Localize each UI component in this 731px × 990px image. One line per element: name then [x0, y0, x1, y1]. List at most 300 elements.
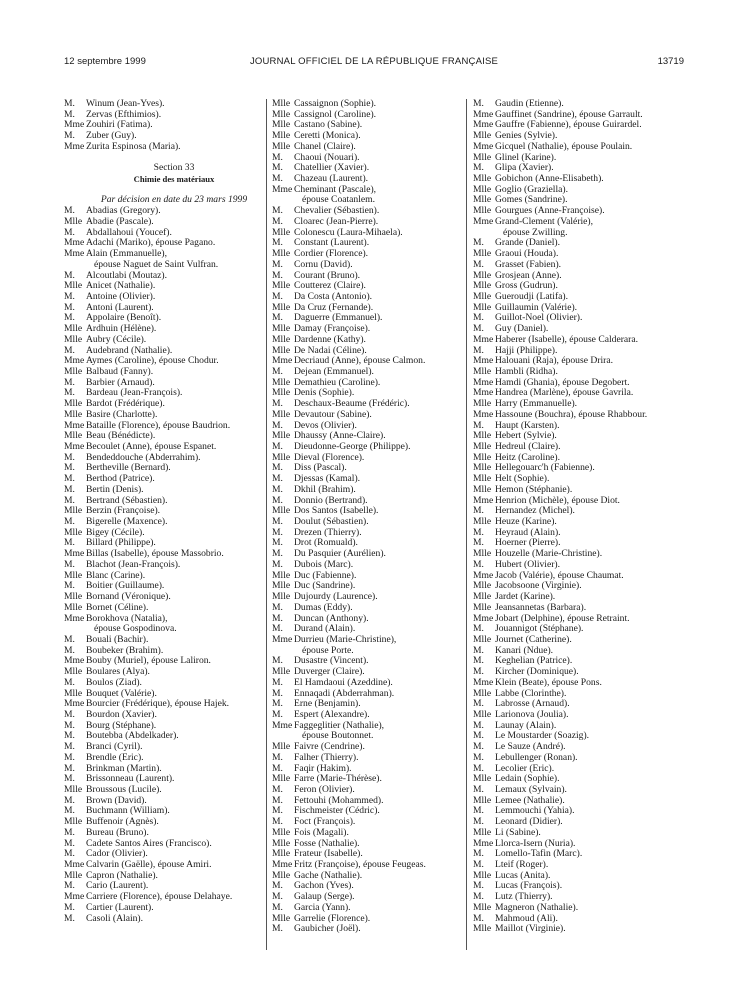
list-item	[64, 881, 264, 892]
person-name: Dos Santos (Isabelle).	[294, 506, 379, 517]
civility-title: M.	[64, 806, 75, 817]
person-name: Lecolier (Eric).	[495, 763, 555, 774]
person-name: Gueroudji (Latifa).	[495, 291, 568, 302]
person-name: Carriere (Florence), épouse Delahaye.	[86, 892, 233, 903]
civility-title: Mlle	[473, 463, 492, 474]
list-item	[473, 131, 688, 142]
list-item	[473, 560, 688, 571]
person-name: Abadie (Pascale).	[86, 216, 154, 227]
civility-title: Mme	[272, 860, 293, 871]
civility-title: M.	[272, 538, 283, 549]
civility-title: M.	[64, 731, 75, 742]
person-name: Hedreul (Claire).	[495, 442, 561, 452]
person-name: Abadias (Gregory).	[86, 206, 161, 217]
person-name: Duverger (Claire).	[294, 667, 365, 678]
civility-title: M.	[272, 216, 283, 227]
person-name: Gicquel (Nathalie), épouse Poulain.	[495, 141, 633, 152]
list-item	[272, 410, 462, 421]
list-item	[64, 624, 264, 635]
civility-title: M.	[473, 913, 484, 924]
civility-title: M.	[473, 324, 484, 335]
person-name: Bertrand (Sébastien).	[86, 495, 168, 506]
list-item	[272, 249, 462, 260]
civility-title: Mlle	[64, 785, 83, 795]
civility-title: Mlle	[272, 302, 291, 313]
decision-line: Par décision en date du 23 mars 1999	[100, 194, 248, 206]
civility-title: Mlle	[272, 249, 291, 260]
civility-title: Mlle	[473, 431, 492, 442]
person-name: Borokhova (Natalia),	[86, 613, 168, 624]
civility-title: Mlle	[473, 281, 492, 292]
person-name: Lebullenger (Ronan).	[495, 752, 578, 763]
list-item	[473, 367, 688, 378]
list-item	[272, 721, 462, 732]
person-name: Heyraud (Alain).	[495, 527, 561, 538]
list-item	[473, 806, 688, 817]
person-name: Chaoui (Nouari).	[294, 152, 360, 163]
civility-title: Mlle	[272, 334, 291, 345]
person-name: Leonard (Didier).	[495, 817, 563, 828]
person-name: Hemon (Stéphanie).	[495, 484, 573, 495]
person-name: Grande (Daniel).	[495, 238, 560, 249]
civility-title: M.	[473, 506, 484, 517]
civility-title: Mlle	[64, 399, 83, 410]
list-item	[473, 281, 688, 292]
list-item	[272, 635, 462, 646]
civility-title: Mme	[272, 356, 293, 367]
list-item	[64, 785, 264, 796]
list-item	[473, 185, 688, 196]
person-name: Du Pasquier (Aurélien).	[294, 549, 386, 560]
list-item	[272, 217, 462, 228]
person-name: Jobart (Delphine), épouse Retraint.	[495, 613, 630, 624]
list-item	[272, 924, 462, 935]
list-item	[64, 635, 264, 646]
civility-title: M.	[64, 720, 75, 731]
civility-title: Mlle	[272, 849, 291, 860]
list-item	[64, 592, 264, 603]
list-item	[473, 120, 688, 131]
civility-title: M.	[64, 827, 75, 838]
list-item	[473, 110, 688, 121]
person-name: Labrosse (Arnaud).	[495, 699, 570, 710]
list-item	[272, 592, 462, 603]
person-name: Dejean (Emmanuel).	[294, 366, 374, 377]
civility-title: M.	[272, 484, 283, 495]
person-name: Antoine (Olivier).	[86, 291, 156, 302]
list-item	[272, 796, 462, 807]
list-item	[64, 303, 264, 314]
civility-title: M.	[473, 742, 484, 753]
person-name: Grand-Clement (Valérie),	[495, 216, 594, 227]
person-name: Bornet (Céline).	[86, 602, 149, 613]
person-name: Haberer (Isabelle), épouse Calderara.	[495, 334, 639, 345]
list-item	[64, 796, 264, 807]
civility-title: Mlle	[473, 399, 492, 410]
list-item	[64, 678, 264, 689]
person-name: Barbier (Arnaud).	[86, 377, 155, 388]
person-name: Hoerner (Pierre).	[495, 538, 561, 549]
person-name: Bouquet (Valérie).	[86, 688, 157, 699]
person-name: Donnio (Bertrand).	[294, 495, 368, 506]
list-item	[64, 689, 264, 700]
list-item	[272, 806, 462, 817]
person-name: Bourg (Stéphane).	[86, 720, 157, 731]
person-name: Labbe (Clorinthe).	[495, 688, 567, 699]
person-name: Dusastre (Vincent).	[294, 656, 369, 667]
list-item	[64, 742, 264, 753]
list-item	[272, 506, 462, 517]
list-item	[473, 603, 688, 614]
civility-title: M.	[64, 634, 75, 645]
person-name: Abdallahoui (Youcef).	[86, 227, 172, 238]
list-item	[473, 871, 688, 882]
civility-title: Mlle	[473, 549, 492, 560]
list-item	[272, 496, 462, 507]
list-item	[64, 271, 264, 282]
civility-title: M.	[473, 559, 484, 570]
list-item	[473, 710, 688, 721]
civility-title: Mlle	[473, 131, 492, 142]
civility-title: Mme	[473, 388, 494, 399]
person-name: Faivre (Cendrine).	[294, 742, 365, 753]
person-name: Henrion (Michèle), épouse Diot.	[495, 495, 620, 506]
civility-title: Mme	[64, 699, 85, 710]
list-item	[64, 828, 264, 839]
list-item	[64, 313, 264, 324]
civility-title: Mme	[64, 141, 85, 152]
civility-title: Mme	[473, 356, 494, 367]
list-item	[473, 538, 688, 549]
person-name: Glinel (Karine).	[495, 152, 557, 163]
civility-title: M.	[64, 742, 75, 753]
person-name: Lucas (François).	[495, 881, 563, 892]
civility-title: M.	[473, 785, 484, 795]
list-item	[473, 656, 688, 667]
person-name: Maillot (Virginie).	[495, 924, 566, 935]
civility-title: M.	[272, 817, 283, 828]
person-name: Heuze (Karine).	[495, 517, 557, 528]
list-item	[473, 99, 688, 110]
civility-title: Mlle	[272, 742, 291, 753]
person-name: Klein (Beate), épouse Pons.	[495, 677, 602, 688]
civility-title: M.	[272, 881, 283, 892]
civility-title: M.	[473, 259, 484, 270]
list-item	[272, 463, 462, 474]
person-name: Cassignol (Caroline).	[294, 109, 377, 120]
list-item	[272, 474, 462, 485]
list-item	[473, 699, 688, 710]
person-name: Damay (Françoise).	[294, 324, 371, 335]
list-item	[272, 538, 462, 549]
person-name: Constant (Laurent).	[294, 238, 370, 249]
person-name: Grasset (Fabien).	[495, 259, 562, 270]
civility-title: Mme	[64, 238, 85, 249]
list-item	[272, 421, 462, 432]
list-item	[272, 517, 462, 528]
civility-title: M.	[64, 902, 75, 913]
civility-title: M.	[272, 399, 283, 410]
civility-title: M.	[64, 774, 75, 785]
list-item	[272, 614, 462, 625]
person-name: Llorca-Isern (Nuria).	[495, 838, 576, 849]
list-item	[272, 388, 462, 399]
list-item	[64, 710, 264, 721]
civility-title: M.	[64, 452, 75, 463]
list-item	[473, 335, 688, 346]
person-name: Billard (Philippe).	[86, 538, 156, 549]
list-item	[64, 699, 264, 710]
civility-title: Mlle	[473, 270, 492, 281]
person-name: Doulut (Sébastien).	[294, 517, 369, 528]
column-1-top-list	[64, 99, 264, 153]
person-name: Capron (Nathalie).	[86, 870, 158, 881]
person-name: Boulos (Ziad).	[86, 677, 142, 688]
list-item	[64, 721, 264, 732]
list-item	[272, 153, 462, 164]
person-name: Duncan (Anthony).	[294, 613, 369, 624]
person-name: Gomes (Sandrine).	[495, 195, 568, 206]
civility-title: Mlle	[272, 409, 291, 420]
civility-title: M.	[272, 752, 283, 763]
list-item	[272, 753, 462, 764]
person-name: Duc (Fabienne).	[294, 570, 357, 581]
person-name: Da Cruz (Fernande).	[294, 302, 374, 313]
person-name: Dujourdy (Laurence).	[294, 592, 378, 603]
person-name: Lemmouchi (Yahia).	[495, 806, 575, 817]
person-name: Hamdi (Ghania), épouse Degobert.	[495, 377, 630, 388]
list-item	[473, 431, 688, 442]
list-item	[473, 678, 688, 689]
list-item	[272, 549, 462, 560]
list-item	[64, 431, 264, 442]
list-item	[272, 185, 462, 196]
civility-title: Mme	[473, 495, 494, 506]
person-name: Ardhuin (Hélène).	[86, 324, 157, 335]
person-name: Durrieu (Marie-Christine),	[294, 634, 397, 645]
list-item	[473, 260, 688, 271]
civility-title: M.	[64, 709, 75, 720]
list-item	[272, 442, 462, 453]
civility-title: Mlle	[272, 281, 291, 292]
civility-title: Mlle	[272, 913, 291, 924]
civility-title: M.	[64, 517, 75, 528]
list-item	[64, 99, 264, 110]
civility-title: M.	[272, 709, 283, 720]
person-name: Coutterez (Claire).	[294, 281, 366, 292]
person-name: Bigerelle (Maxence).	[86, 517, 168, 528]
person-name: Hambli (Ridha).	[495, 366, 558, 377]
person-name: Mahmoud (Ali).	[495, 913, 558, 924]
column-rule-right	[466, 99, 467, 950]
civility-title: M.	[272, 527, 283, 538]
person-name: Bouby (Muriel), épouse Laliron.	[86, 656, 211, 667]
list-item	[473, 195, 688, 206]
person-name: Zuber (Guy).	[86, 131, 137, 142]
civility-title: M.	[64, 227, 75, 238]
list-item	[64, 238, 264, 249]
civility-title: M.	[473, 667, 484, 678]
civility-title: Mlle	[272, 667, 291, 678]
civility-title: Mme	[473, 120, 494, 131]
person-name: Jacob (Valérie), épouse Chaumat.	[495, 570, 624, 581]
person-name: Guillot-Noel (Olivier).	[495, 313, 583, 324]
person-name: Aubry (Cécile).	[86, 334, 147, 345]
civility-title: M.	[272, 420, 283, 431]
person-name: Lteif (Roger).	[495, 860, 549, 871]
civility-title: Mme	[64, 860, 85, 871]
list-item	[64, 571, 264, 582]
civility-title: Mme	[473, 677, 494, 688]
list-item	[64, 892, 264, 903]
list-item	[64, 260, 264, 271]
civility-title: Mlle	[473, 592, 492, 603]
person-name: Fischmeister (Cédric).	[294, 806, 380, 817]
person-name: Buchmann (William).	[86, 806, 170, 817]
civility-title: Mlle	[64, 570, 83, 581]
civility-title: Mlle	[272, 870, 291, 881]
civility-title: M.	[473, 238, 484, 249]
civility-title: M.	[272, 902, 283, 913]
person-name: Branci (Cyril).	[86, 742, 143, 753]
person-name: Bataille (Florence), épouse Baudrion.	[86, 420, 231, 431]
civility-title: M.	[64, 838, 75, 849]
civility-title: Mlle	[473, 152, 492, 163]
list-item	[473, 742, 688, 753]
person-name: Cloarec (Jean-Pierre).	[294, 216, 379, 227]
civility-title: M.	[473, 99, 484, 109]
list-item	[272, 689, 462, 700]
civility-title: Mlle	[473, 688, 492, 699]
person-name: Broussous (Lucile).	[86, 785, 162, 795]
list-item	[272, 453, 462, 464]
person-name: Demathieu (Caroline).	[294, 377, 381, 388]
list-item	[473, 828, 688, 839]
list-item	[64, 528, 264, 539]
list-item	[64, 388, 264, 399]
list-item	[64, 346, 264, 357]
list-item	[473, 324, 688, 335]
column-3	[473, 99, 688, 935]
civility-title: M.	[64, 849, 75, 860]
person-name: Guillaumin (Valérie).	[495, 302, 578, 313]
list-item	[64, 849, 264, 860]
civility-title: M.	[473, 806, 484, 817]
list-item	[272, 742, 462, 753]
civility-title: M.	[473, 720, 484, 731]
list-item	[473, 228, 688, 239]
civility-title: Mlle	[272, 774, 291, 785]
person-name: Boitier (Guillaume).	[86, 581, 165, 592]
list-item	[64, 656, 264, 667]
civility-title: M.	[272, 238, 283, 249]
list-item	[473, 292, 688, 303]
person-name: Djessas (Kamal).	[294, 474, 361, 485]
person-name: Ennaqadi (Abderrahman).	[294, 688, 395, 699]
civility-title: Mlle	[64, 602, 83, 613]
person-name: Bourcier (Frédérique), épouse Hajek.	[86, 699, 230, 710]
person-name: Bardeau (Jean-François).	[86, 388, 183, 399]
civility-title: Mlle	[473, 302, 492, 313]
civility-title: Mlle	[64, 667, 83, 678]
person-name: Blachot (Jean-François).	[86, 559, 181, 570]
list-item	[473, 924, 688, 935]
civility-title: M.	[64, 763, 75, 774]
person-name: Brinkman (Martin).	[86, 763, 162, 774]
person-name: Gobichon (Anne-Elisabeth).	[495, 174, 604, 185]
list-item	[272, 871, 462, 882]
civility-title: Mme	[64, 420, 85, 431]
list-item	[64, 120, 264, 131]
person-name: Duc (Sandrine).	[294, 581, 356, 592]
civility-title: M.	[64, 131, 75, 142]
civility-title: M.	[473, 731, 484, 742]
civility-title: M.	[64, 913, 75, 924]
list-item	[64, 292, 264, 303]
list-item	[64, 667, 264, 678]
civility-title: M.	[272, 559, 283, 570]
civility-title: Mme	[473, 838, 494, 849]
list-item	[473, 442, 688, 453]
person-name: Jacobsoone (Virginie).	[495, 581, 582, 592]
civility-title: M.	[473, 656, 484, 667]
list-item	[272, 238, 462, 249]
person-name: Faqir (Hakim).	[294, 763, 352, 774]
civility-title: M.	[272, 688, 283, 699]
list-item	[473, 238, 688, 249]
list-item	[64, 463, 264, 474]
list-item	[473, 463, 688, 474]
list-item	[272, 914, 462, 925]
person-name: Berzin (Françoise).	[86, 506, 161, 517]
civility-title: Mlle	[272, 592, 291, 603]
civility-title: M.	[272, 495, 283, 506]
person-name: Bureau (Bruno).	[86, 827, 149, 838]
civility-title: M.	[473, 892, 484, 903]
civility-title: Mlle	[272, 377, 291, 388]
list-item	[473, 849, 688, 860]
person-name: Drot (Romuald).	[294, 538, 358, 549]
person-name: Gourgues (Anne-Françoise).	[495, 206, 605, 217]
list-item	[272, 99, 462, 110]
list-item	[473, 860, 688, 871]
list-item	[272, 646, 462, 657]
person-name: Hellegouarc'h (Fabienne).	[495, 463, 595, 474]
civility-title: Mme	[64, 120, 85, 131]
civility-title: M.	[64, 474, 75, 485]
person-name: Handrea (Marlène), épouse Gavrila.	[495, 388, 634, 399]
list-item	[272, 485, 462, 496]
person-name: Deschaux-Beaume (Frédéric).	[294, 399, 410, 410]
person-name: Dhaussy (Anne-Claire).	[294, 431, 386, 442]
list-item	[473, 485, 688, 496]
person-name: Chatellier (Xavier).	[294, 163, 370, 174]
civility-title: Mlle	[473, 924, 492, 935]
list-item	[272, 120, 462, 131]
person-name: Bertheville (Bernard).	[86, 463, 171, 474]
list-item	[473, 249, 688, 260]
list-item	[473, 731, 688, 742]
civility-title: Mme	[473, 109, 494, 120]
list-item	[64, 206, 264, 217]
list-item	[473, 581, 688, 592]
list-item	[64, 538, 264, 549]
person-name: Aymes (Caroline), épouse Chodur.	[86, 356, 219, 367]
civility-title: Mlle	[473, 206, 492, 217]
person-name: Boutebba (Abdelkader).	[86, 731, 179, 742]
civility-title: Mme	[272, 634, 293, 645]
civility-title: Mlle	[473, 581, 492, 592]
